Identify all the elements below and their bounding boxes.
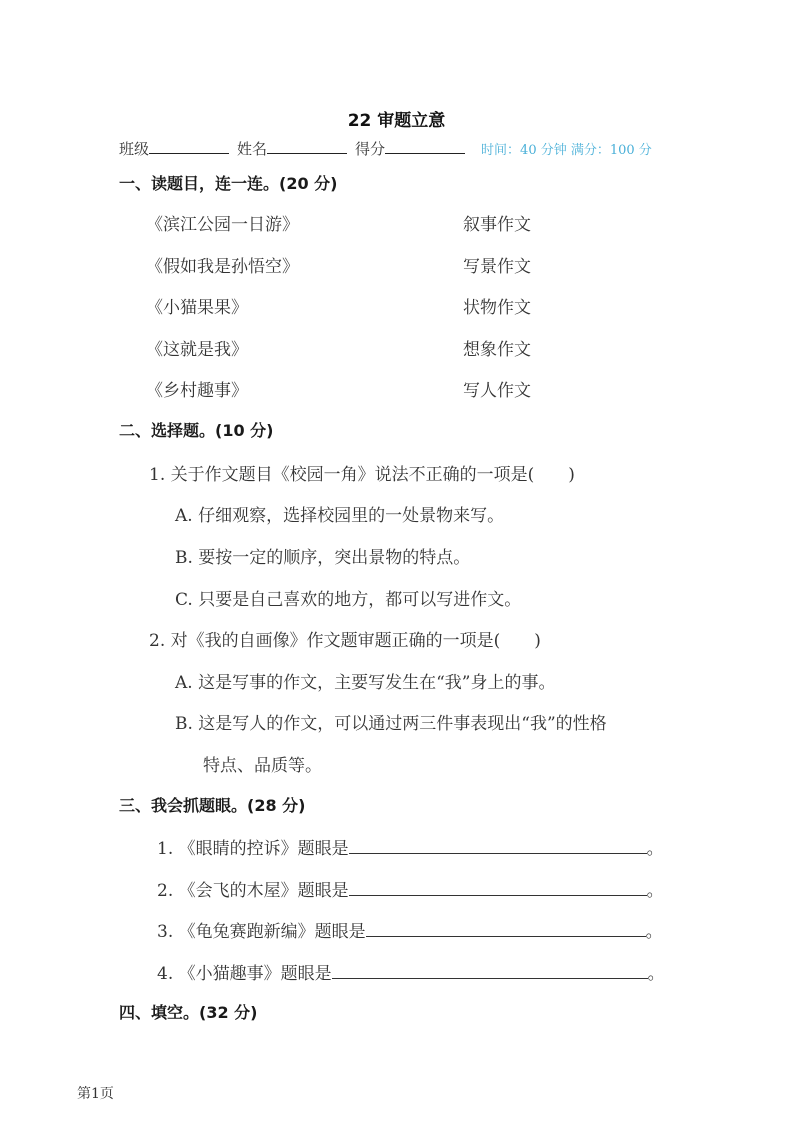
period: 。 [646,839,664,859]
page-number: 第1页 [77,1086,114,1102]
answer-blank[interactable] [366,919,646,937]
section3-heading: 三、我会抓题眼。(28 分) [119,796,306,815]
choice-option: B. 要按一定的顺序，突出景物的特点。 [175,548,471,568]
score-label: 得分 [355,140,386,158]
match-left-item: 《乡村趣事》 [146,381,248,401]
answer-blank[interactable] [332,961,648,979]
answer-blank[interactable] [349,878,647,896]
period: 。 [647,964,665,984]
page-title: 22 审题立意 [347,111,446,131]
keyword-item [157,959,665,984]
section1-heading: 一、读题目，连一连。(20 分) [119,174,338,193]
keyword-prompt: 4. 《小猫趣事》题眼是 [157,964,332,984]
student-info-row [119,138,652,159]
match-right-item: 叙事作文 [463,215,531,235]
choice-option-continued: 特点、品质等。 [203,756,322,776]
choice-option: B. 这是写人的作文，可以通过两三件事表现出“我”的性格 [175,714,607,734]
match-left-item: 《假如我是孙悟空》 [146,257,299,277]
keyword-item [157,834,664,859]
period: 。 [646,881,664,901]
match-right-item: 状物作文 [463,298,531,318]
keyword-prompt: 3. 《龟兔赛跑新编》题眼是 [157,922,366,942]
question-stem: 1. 关于作文题目《校园一角》说法不正确的一项是( ) [149,465,575,485]
match-left-item: 《这就是我》 [146,340,248,360]
keyword-prompt: 2. 《会飞的木屋》题眼是 [157,881,349,901]
name-field[interactable] [267,138,347,154]
question-stem: 2. 对《我的自画像》作文题审题正确的一项是( ) [149,631,541,651]
time-score-meta: 时间：40 分钟 满分：100 分 [481,143,652,158]
keyword-item [157,917,663,942]
keyword-item [157,876,664,901]
section2-heading: 二、选择题。(10 分) [119,421,274,440]
choice-option: A. 仔细观察，选择校园里的一处景物来写。 [175,506,505,526]
class-field[interactable] [149,138,229,154]
score-field[interactable] [385,138,465,154]
match-right-item: 写人作文 [463,381,531,401]
choice-option: A. 这是写事的作文，主要写发生在“我”身上的事。 [175,673,556,693]
section4-heading: 四、填空。(32 分) [119,1003,258,1022]
match-right-item: 写景作文 [463,257,531,277]
keyword-prompt: 1. 《眼睛的控诉》题眼是 [157,839,349,859]
match-right-item: 想象作文 [463,340,531,360]
match-left-item: 《滨江公园一日游》 [146,215,299,235]
match-left-item: 《小猫果果》 [146,298,248,318]
class-label: 班级 [119,140,150,158]
choice-option: C. 只要是自己喜欢的地方，都可以写进作文。 [175,590,522,610]
answer-blank[interactable] [349,836,647,854]
period: 。 [645,922,663,942]
name-label: 姓名 [237,140,268,158]
